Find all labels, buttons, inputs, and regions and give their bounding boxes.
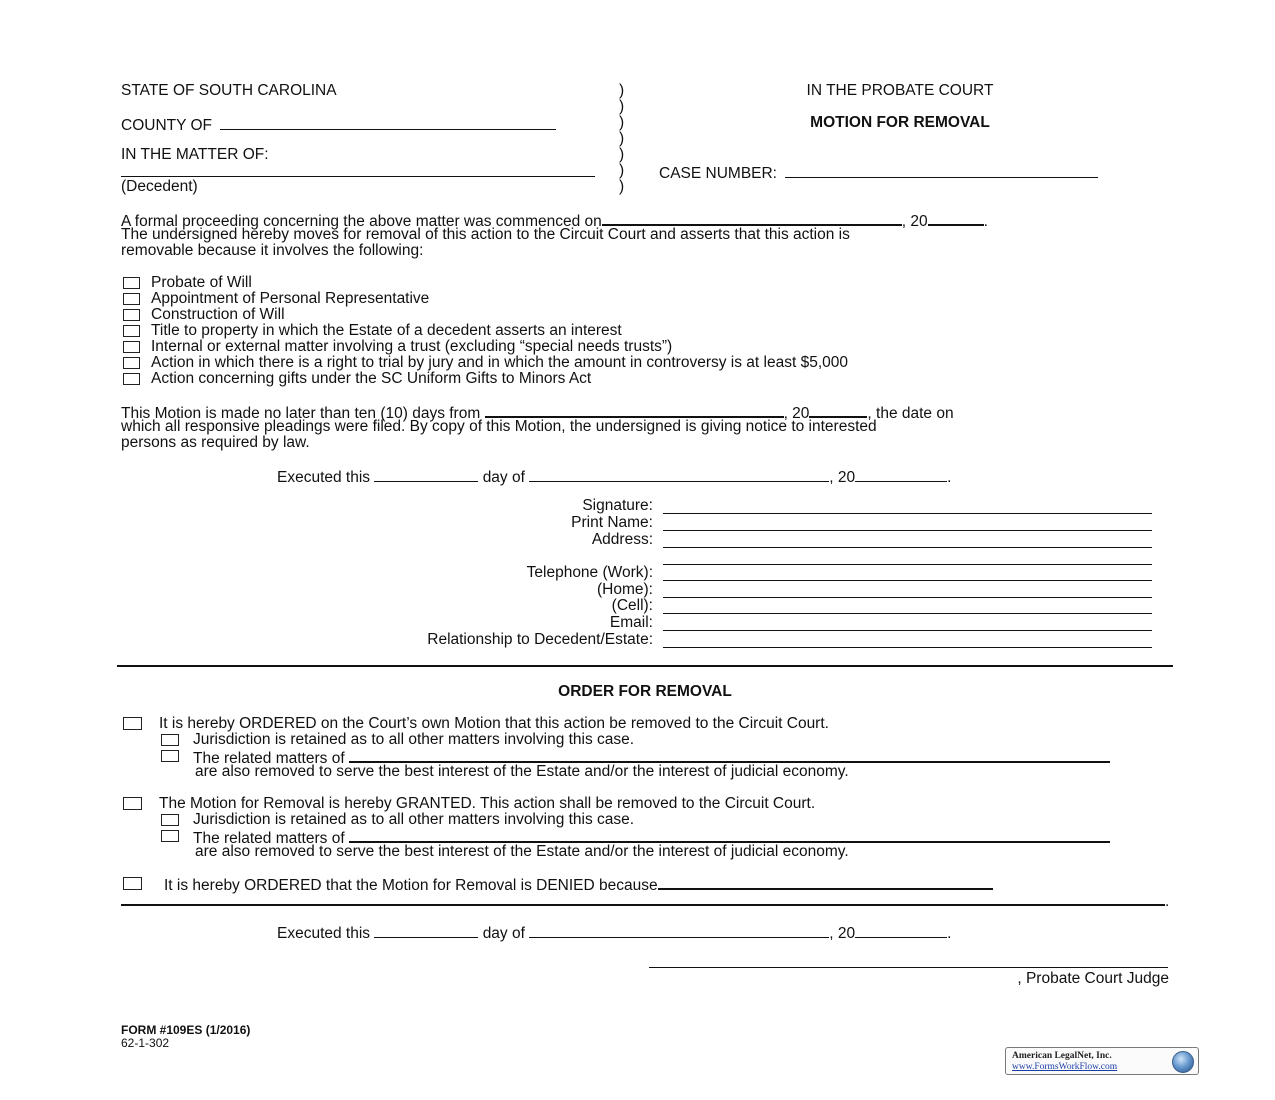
section-divider	[117, 665, 1173, 667]
cell-label: (Cell):	[611, 597, 653, 614]
bracket: )	[619, 98, 625, 115]
option-checkbox[interactable]	[123, 357, 140, 369]
bracket: )	[619, 130, 625, 147]
judge-label: , Probate Court Judge	[1017, 970, 1169, 987]
order-executed-year-field[interactable]	[855, 923, 947, 938]
home-field[interactable]	[663, 597, 1152, 598]
year-prefix: , 20	[829, 925, 856, 942]
denied-reason-row-2	[121, 891, 1169, 910]
court-heading: IN THE PROBATE COURT	[806, 82, 994, 99]
intro-period: .	[983, 213, 988, 230]
form-number: FORM #109ES (1/2016)	[121, 1023, 251, 1037]
signature-field[interactable]	[663, 513, 1152, 514]
option-checkbox[interactable]	[123, 341, 140, 353]
globe-icon	[1172, 1051, 1194, 1073]
intro-line-3: removable because it involves the following:	[121, 242, 424, 259]
matter-label: IN THE MATTER OF:	[121, 146, 269, 163]
option-label: Probate of Will	[151, 274, 252, 291]
denied-text: It is hereby ORDERED that the Motion for Removal is DENIED because	[164, 877, 658, 894]
statute-reference: 62-1-302	[121, 1036, 170, 1050]
executed-day-field[interactable]	[374, 467, 478, 482]
order-title: ORDER FOR REMOVAL	[558, 683, 732, 700]
jurisdiction-checkbox[interactable]	[161, 814, 179, 826]
executed-row	[277, 467, 951, 486]
related-matters-field[interactable]	[349, 748, 1110, 763]
order-executed-row	[277, 923, 951, 942]
intro-year-label: , 20	[901, 213, 928, 230]
day-of-label: day of	[482, 925, 525, 942]
own-motion-checkbox[interactable]	[123, 717, 142, 730]
county-label: COUNTY OF	[121, 117, 212, 134]
option-label: Construction of Will	[151, 306, 285, 323]
commenced-year-field[interactable]	[928, 211, 984, 226]
timing-text-end: , the date on	[867, 405, 954, 422]
related-matters-label: The related matters of	[193, 750, 345, 767]
executed-label: Executed this	[277, 925, 371, 942]
related-matters-checkbox[interactable]	[161, 750, 179, 762]
address-field[interactable]	[663, 547, 1152, 548]
day-of-label: day of	[482, 469, 525, 486]
county-row	[121, 115, 556, 134]
option-checkbox[interactable]	[123, 325, 140, 337]
forms-workflow-logo[interactable]	[1005, 1047, 1199, 1075]
intro-line-2: The undersigned hereby moves for removal of this action to the Circuit Court and asserts that this action is	[121, 226, 850, 243]
denied-reason-field[interactable]	[658, 875, 993, 890]
decedent-label: (Decedent)	[121, 178, 198, 195]
order-executed-month-field[interactable]	[529, 923, 829, 938]
logo-company-name: American LegalNet, Inc.	[1012, 1051, 1112, 1061]
own-motion-text: It is hereby ORDERED on the Court’s own Motion that this action be removed to the Circuit Court.	[159, 715, 829, 732]
bracket: )	[619, 162, 625, 179]
option-checkbox[interactable]	[123, 309, 140, 321]
option-label: Title to property in which the Estate of a decedent asserts an interest	[151, 322, 622, 339]
granted-text: The Motion for Removal is hereby GRANTED. This action shall be removed to the Circuit Court.	[159, 795, 816, 812]
relationship-label: Relationship to Decedent/Estate:	[427, 631, 653, 648]
commenced-date-field[interactable]	[602, 211, 902, 226]
relationship-field[interactable]	[663, 647, 1152, 648]
page-title: MOTION FOR REMOVAL	[810, 114, 990, 131]
order-executed-day-field[interactable]	[374, 923, 478, 938]
email-field[interactable]	[663, 630, 1152, 631]
bracket: )	[619, 178, 625, 195]
email-label: Email:	[609, 614, 653, 631]
pleadings-date-field[interactable]	[485, 403, 784, 418]
option-label: Internal or external matter involving a trust (excluding “special needs trusts”)	[151, 338, 673, 355]
period: .	[947, 469, 952, 486]
case-number-field[interactable]	[785, 163, 1098, 178]
case-number-label: CASE NUMBER:	[659, 165, 777, 182]
bracket: )	[619, 82, 625, 99]
logo-url-link[interactable]: www.FormsWorkFlow.com	[1012, 1062, 1118, 1072]
bracket: )	[619, 114, 625, 131]
decedent-name-field[interactable]	[121, 176, 595, 177]
also-removed-text: are also removed to serve the best interest of the Estate and/or the interest of judicial economy.	[195, 843, 849, 860]
telephone-work-label: Telephone (Work):	[526, 564, 653, 581]
jurisdiction-text: Jurisdiction is retained as to all other matters involving this case.	[193, 731, 635, 748]
signature-label: Signature:	[582, 497, 653, 514]
judge-signature-field[interactable]	[649, 967, 1168, 968]
jurisdiction-checkbox[interactable]	[161, 734, 179, 746]
executed-month-field[interactable]	[529, 467, 829, 482]
cell-field[interactable]	[663, 613, 1152, 614]
timing-line-2: which all responsive pleadings were filed. By copy of this Motion, the undersigned is giving notice to interested	[121, 418, 877, 435]
related-matters-label: The related matters of	[193, 830, 345, 847]
print-name-field[interactable]	[663, 530, 1152, 531]
print-name-label: Print Name:	[571, 514, 653, 531]
granted-checkbox[interactable]	[123, 797, 142, 810]
timing-line-3: persons as required by law.	[121, 434, 310, 451]
county-field[interactable]	[220, 115, 556, 130]
option-checkbox[interactable]	[123, 293, 140, 305]
address-field-2[interactable]	[663, 564, 1152, 565]
executed-label: Executed this	[277, 469, 371, 486]
home-label: (Home):	[597, 581, 653, 598]
also-removed-text: are also removed to serve the best interest of the Estate and/or the interest of judicial economy.	[195, 763, 849, 780]
timing-year-label: , 20	[783, 405, 810, 422]
related-matters-checkbox[interactable]	[161, 830, 179, 842]
period: .	[947, 925, 952, 942]
case-number-row	[659, 163, 1098, 182]
option-label: Appointment of Personal Representative	[151, 290, 430, 307]
executed-year-field[interactable]	[855, 467, 947, 482]
jurisdiction-text: Jurisdiction is retained as to all other matters involving this case.	[193, 811, 635, 828]
option-label: Action concerning gifts under the SC Uniform Gifts to Minors Act	[151, 370, 592, 387]
address-label: Address:	[591, 531, 653, 548]
period: .	[1165, 893, 1170, 910]
bracket: )	[619, 146, 625, 163]
option-checkbox[interactable]	[123, 373, 140, 385]
year-prefix: , 20	[829, 469, 856, 486]
state-heading: STATE OF SOUTH CAROLINA	[121, 82, 337, 99]
denied-reason-field-2[interactable]	[121, 891, 1165, 906]
timing-text: This Motion is made no later than ten (10) days from	[121, 405, 481, 422]
intro-text: A formal proceeding concerning the above matter was commenced on	[121, 213, 602, 230]
option-checkbox[interactable]	[123, 277, 140, 289]
denied-checkbox[interactable]	[123, 877, 142, 890]
option-label: Action in which there is a right to trial by jury and in which the amount in controversy is at least $5,000	[151, 354, 848, 371]
related-matters-field[interactable]	[349, 828, 1110, 843]
telephone-work-field[interactable]	[663, 580, 1152, 581]
pleadings-year-field[interactable]	[809, 403, 867, 418]
